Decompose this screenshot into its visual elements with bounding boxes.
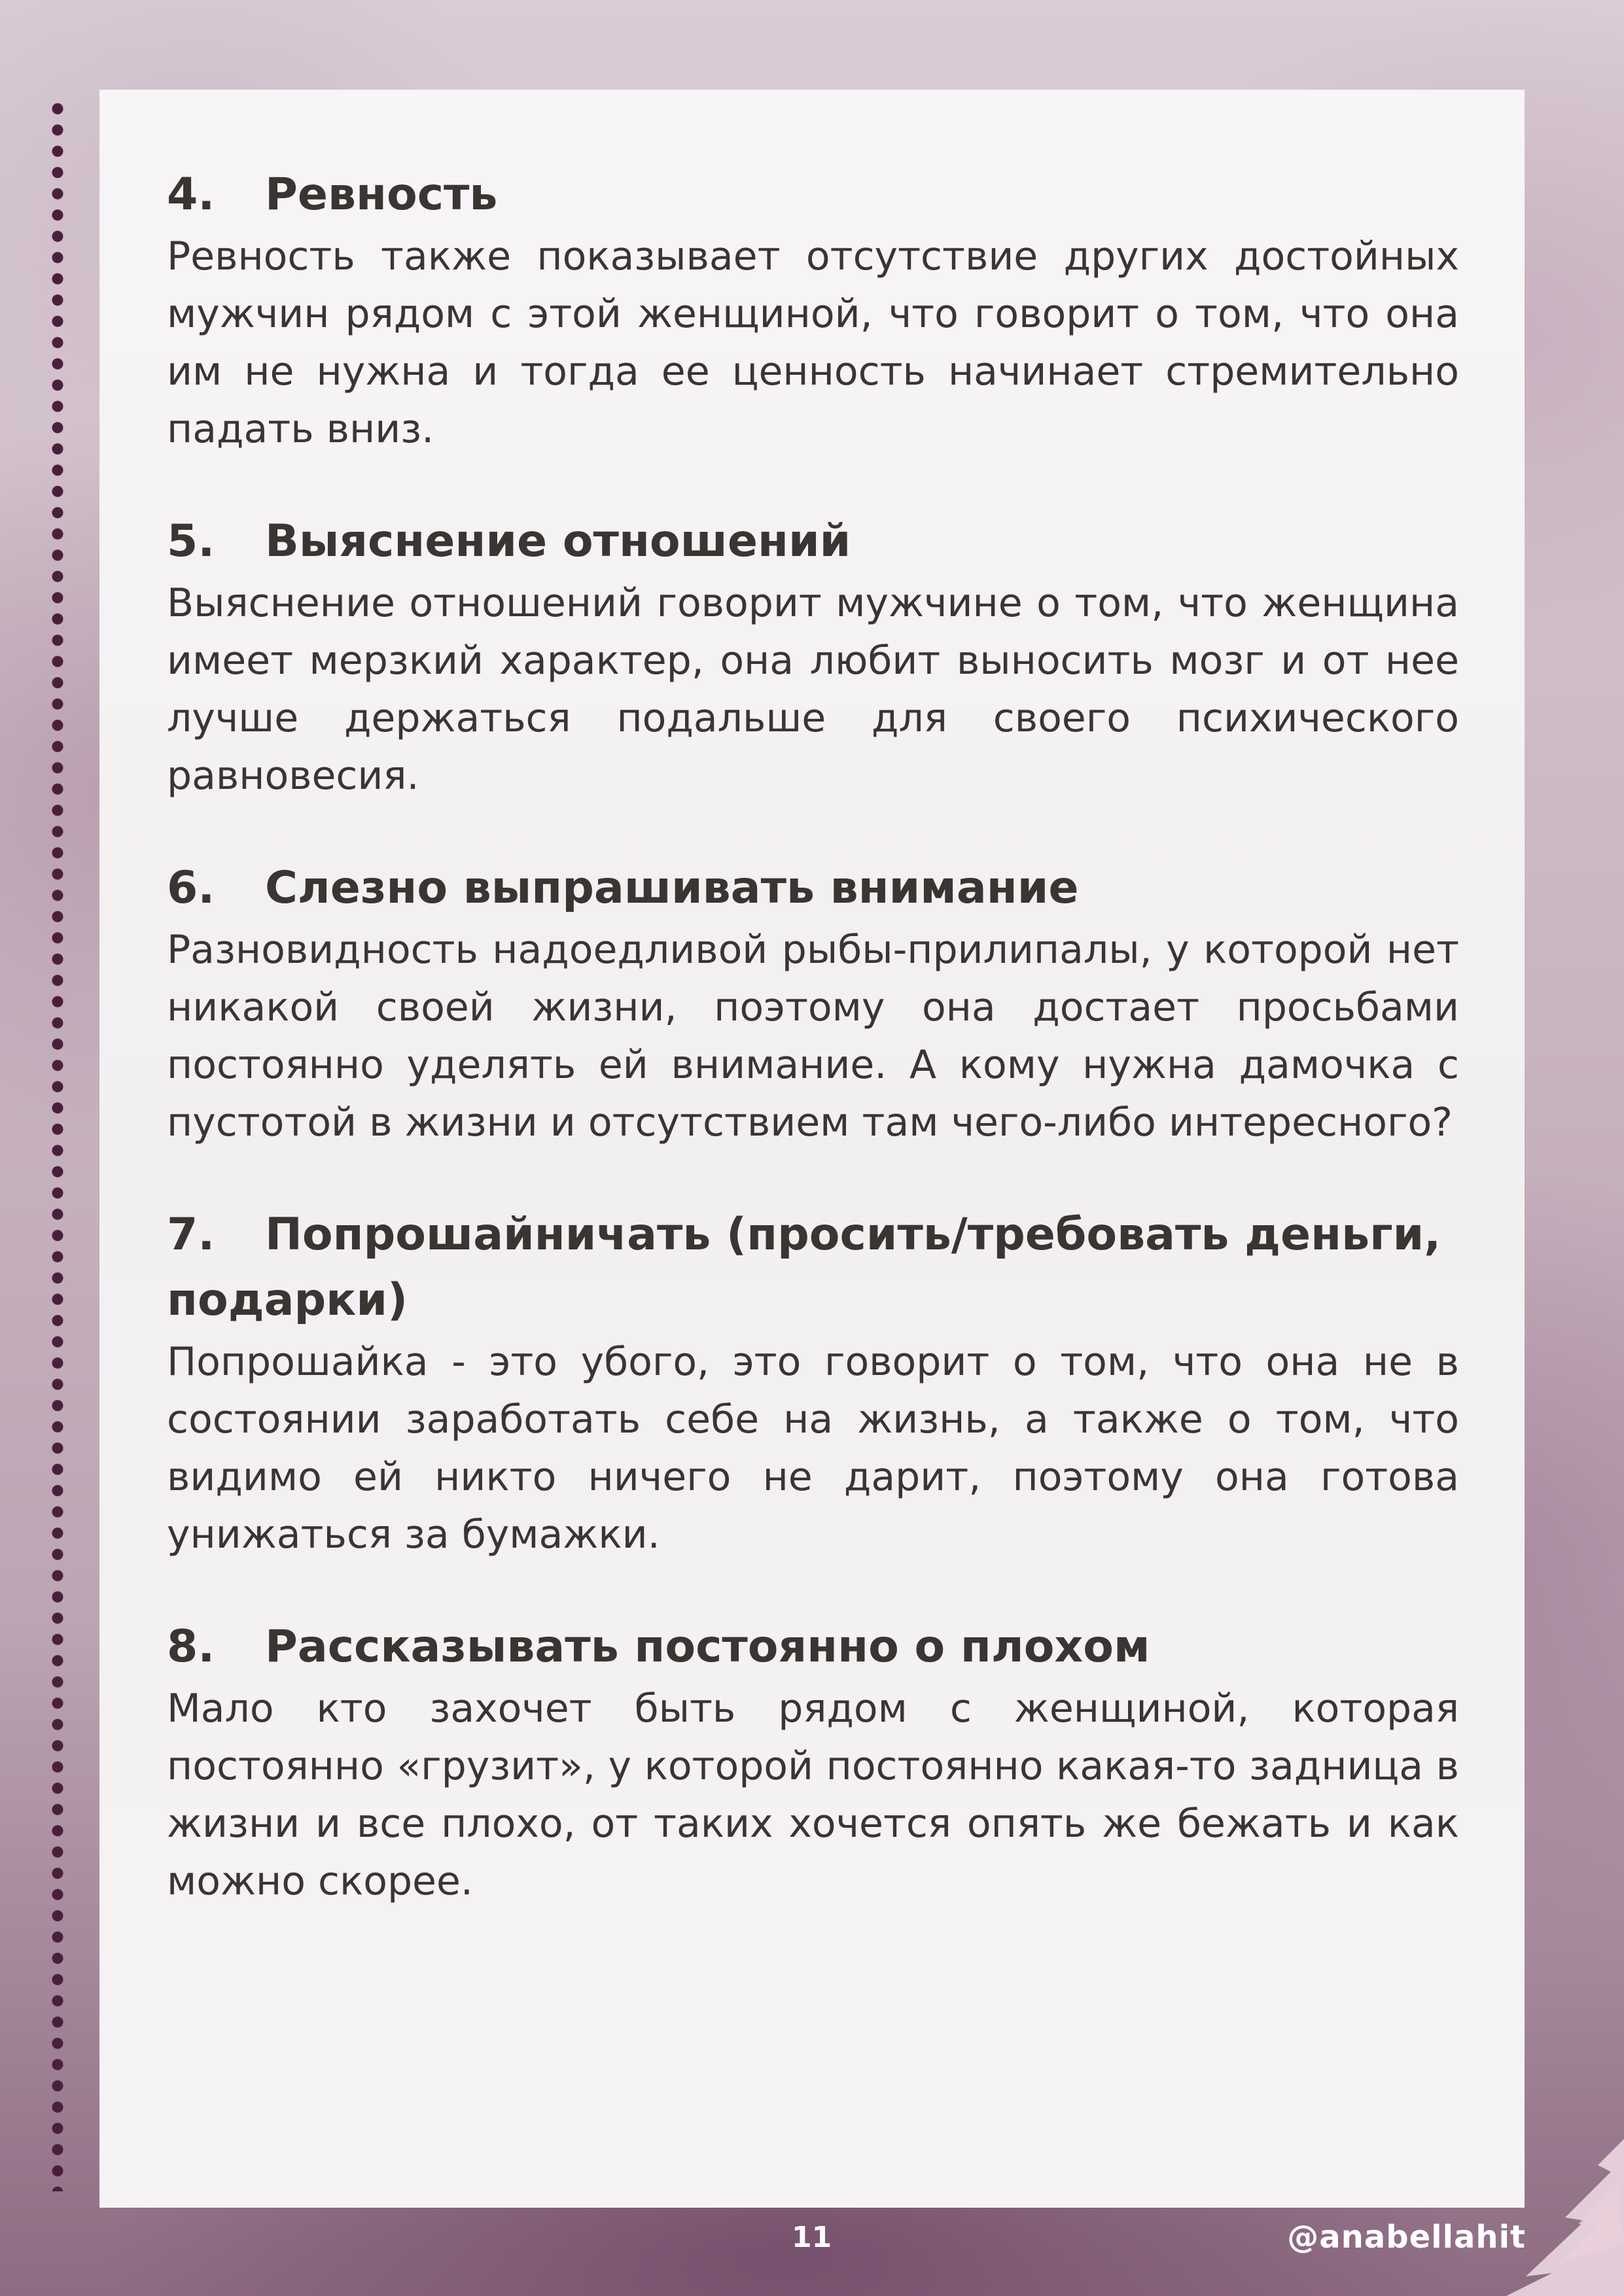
section-begging-money [167, 1202, 1459, 1563]
section-title: Попрошайничать (просить/требовать деньги, подарки) [167, 1209, 1441, 1326]
section-title: Выяснение отношений [265, 515, 851, 567]
page-content [167, 162, 1459, 1961]
section-number: 5. [167, 515, 215, 567]
section-begging-attention [167, 856, 1459, 1151]
brush-stroke-decoration [1467, 2126, 1624, 2296]
section-title: Рассказывать постоянно о плохом [265, 1621, 1150, 1673]
section-text: Разновидность надоедливой рыбы-прилипалы, у которой нет никакой своей жизни, поэтому она достает просьбами постоянно уделять ей внимание. А кому нужна дамочка с пустотой в жизни и отсутствием там чего-либо интересного? [167, 927, 1459, 1145]
section-jealousy [167, 162, 1459, 458]
section-title: Ревность [265, 169, 498, 220]
decorative-dot-border [51, 98, 64, 2191]
section-heading [167, 162, 1459, 228]
section-number: 7. [167, 1209, 215, 1261]
section-text: Ревность также показывает отсутствие других достойных мужчин рядом с этой женщиной, что говорит о том, что она им не нужна и тогда ее ценность начинает стремительно падать вниз. [167, 234, 1459, 452]
section-complaining [167, 1614, 1459, 1910]
section-heading [167, 856, 1459, 921]
section-text: Попрошайка - это убого, это говорит о том, что она не в состоянии заработать себе на жизнь, а также о том, что видимо ей никто ничего не дарит, поэтому она готова унижаться за бумажки. [167, 1339, 1459, 1557]
section-text: Выяснение отношений говорит мужчине о том, что женщина имеет мерзкий характер, она любит выносить мозг и от нее лучше держаться подальше для своего психического равновесия. [167, 580, 1459, 799]
section-text: Мало кто захочет быть рядом с женщиной, которая постоянно «грузит», у которой постоянно какая-то задница в жизни и все плохо, от таких хочется опять же бежать и как можно скорее. [167, 1686, 1459, 1904]
section-number: 4. [167, 169, 215, 220]
section-number: 6. [167, 862, 215, 914]
section-heading [167, 509, 1459, 574]
section-heading [167, 1202, 1459, 1333]
page-number: 11 [792, 2221, 832, 2254]
section-number: 8. [167, 1621, 215, 1673]
section-heading [167, 1614, 1459, 1680]
author-handle: @anabellahit [1287, 2219, 1526, 2255]
section-arguments [167, 509, 1459, 805]
section-title: Слезно выпрашивать внимание [265, 862, 1079, 914]
